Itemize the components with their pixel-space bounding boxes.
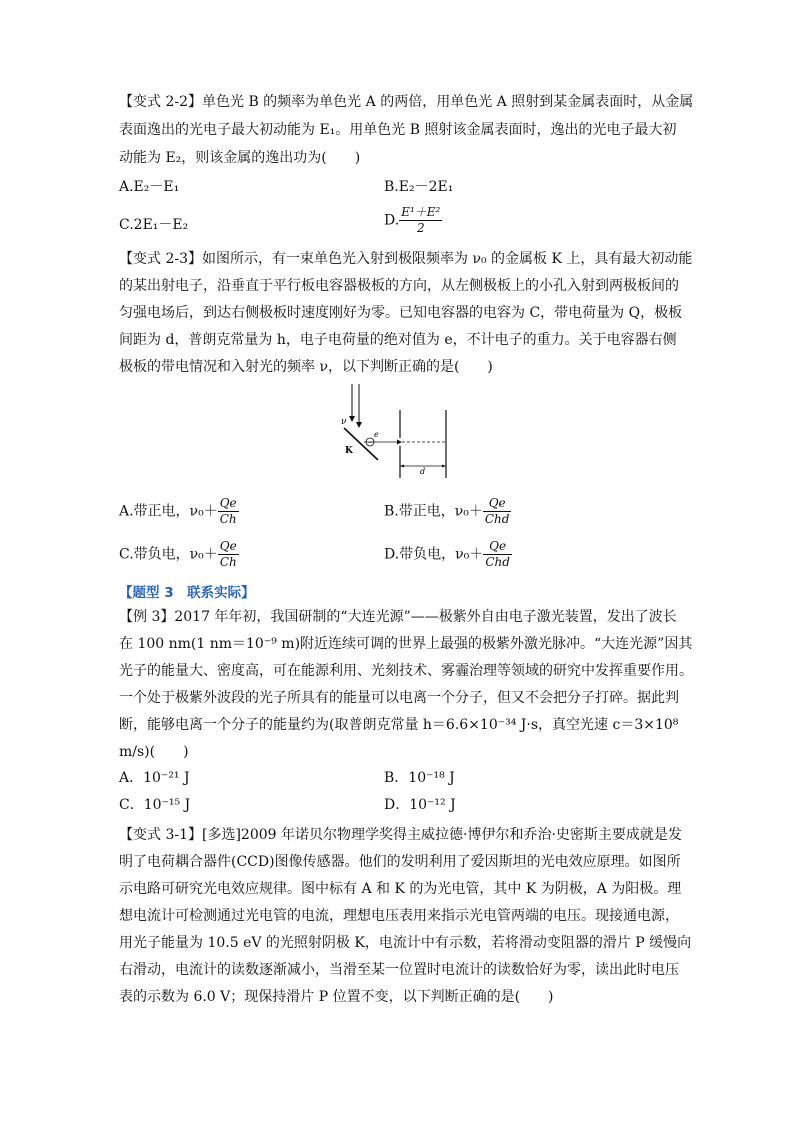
q23-option-c: [119, 539, 239, 570]
q31-line-3: 示电路可研究光电效应规律。图中标有 A 和 K 的为光电管，其中 K 为阴极，A 为阳极。理: [119, 881, 682, 897]
fraction-numerator: Qe: [219, 496, 237, 510]
fraction-denominator: Ch: [219, 555, 237, 569]
ex3-option-d: D．10⁻¹² J: [384, 797, 456, 813]
arrowhead: [400, 465, 404, 468]
capacitor-figure: [336, 382, 458, 478]
minus-sign: −: [367, 438, 374, 447]
q23-option-a: [119, 496, 239, 527]
q31-line-4: 想电流计可检测通过光电管的电流，理想电压表用来指示光电管两端的电压。现接通电源，: [119, 908, 679, 924]
nu-label: ν: [341, 417, 347, 427]
ex3-option-c: C．10⁻¹⁵ J: [119, 797, 191, 813]
q22-option-d: [384, 205, 442, 236]
ex3-line-3: 光子的能量大、密度高，可在能源利用、光刻技术、雾霾治理等领域的研究中发挥重要作用。: [119, 663, 693, 679]
q22-option-d-fraction: [399, 205, 442, 236]
ex3-line-5: 断，能够电离一个分子的能量约为(取普朗克常量 h＝6.6×10⁻³⁴ J·s，真空光速 c＝3×10⁸: [119, 717, 679, 733]
arrowhead: [442, 465, 446, 468]
ex3-line-6: m/s)( ): [119, 744, 189, 760]
fraction-denominator: Chd: [484, 512, 510, 526]
ex3-line-2: 在 100 nm(1 nm＝10⁻⁹ m)附近连续可调的世界上最强的极紫外激光脉冲。“大连光源”因其: [119, 636, 693, 652]
q31-line-6: 右滑动，电流计的读数逐渐减小，当滑至某一位置时电流计的读数恰好为零，读出此时电压: [119, 962, 679, 978]
q23-line-3: 匀强电场后，到达右侧极板时速度刚好为零。已知电容器的电容为 C，带电荷量为 Q，极板: [119, 305, 683, 321]
k-label: K: [345, 446, 353, 456]
ex3-line-1: 【例 3】2017 年年初，我国研制的“大连光源”——极紫外自由电子激光装置，发出了波长: [119, 609, 677, 625]
d-label: d: [420, 467, 426, 476]
option-fraction: [218, 496, 239, 527]
q23-line-5: 极板的带电情况和入射光的频率 ν，以下判断正确的是( ): [119, 359, 493, 375]
ex3-line-4: 一个处于极紫外波段的光子所具有的能量可以电离一个分子，但又不会把分子打碎。据此判: [119, 690, 679, 706]
q23-option-d: [384, 539, 512, 570]
arrowhead: [397, 440, 402, 445]
q22-line-3: 动能为 E₂，则该金属的逸出功为( ): [119, 150, 361, 166]
q31-line-5: 用光子能量为 10.5 eV 的光照射阴极 K，电流计中有示数，若将滑动变阻器的滑片 P 缓慢向: [119, 935, 692, 951]
option-prefix: D.带负电，ν₀＋: [384, 546, 484, 563]
fraction-denominator: Ch: [219, 512, 237, 526]
q23-option-b: [384, 496, 511, 527]
q22-option-c: C.2E₁－E₂: [119, 217, 189, 233]
arrowhead: [356, 422, 362, 428]
q22-option-a: A.E₂－E₁: [119, 179, 180, 195]
fraction-numerator: Qe: [219, 539, 237, 553]
option-prefix: C.带负电，ν₀＋: [119, 546, 218, 563]
ex3-option-b: B．10⁻¹⁸ J: [384, 770, 455, 786]
q31-line-1: 【变式 3-1】[多选]2009 年诺贝尔物理学奖得主威拉德·博伊尔和乔治·史密斯主要成就是发: [119, 827, 682, 843]
q23-line-4: 间距为 d，普朗克常量为 h，电子电荷量的绝对值为 e，不计电子的重力。关于电容器右侧: [119, 332, 677, 348]
fraction-numerator: Qe: [483, 539, 512, 555]
q23-line-2: 的某出射电子，沿垂直于平行板电容器极板的方向，从左侧极板上的小孔入射到两极板间的: [119, 278, 679, 294]
arrowhead: [349, 416, 355, 422]
option-prefix: A.带正电，ν₀＋: [119, 503, 218, 520]
section-heading: 【题型 3 联系实际】: [119, 585, 255, 601]
q22-option-b: B.E₂－2E₁: [384, 179, 454, 195]
fraction-numerator: E¹＋E²: [401, 205, 441, 219]
e-label: e: [374, 430, 379, 439]
option-fraction: [483, 496, 512, 527]
q31-line-2: 明了电荷耦合器件(CCD)图像传感器。他们的发明利用了爱因斯坦的光电效应原理。如图所: [119, 854, 681, 870]
fraction-denominator: 2: [416, 221, 425, 235]
option-fraction: [483, 539, 512, 570]
option-fraction: [218, 539, 239, 570]
fraction-numerator: Qe: [483, 496, 512, 512]
q23-line-1: 【变式 2-3】如图所示，有一束单色光入射到极限频率为 ν₀ 的金属板 K 上，具有最大初动能: [119, 251, 693, 267]
option-prefix: B.带正电，ν₀＋: [384, 503, 483, 520]
q22-line-2: 表面逸出的光电子最大初动能为 E₁。用单色光 B 照射该金属表面时，逸出的光电子最大初: [119, 122, 677, 138]
fraction-denominator: Chd: [485, 555, 510, 569]
q22-option-d-prefix: D.: [384, 212, 400, 229]
q22-line-1: 【变式 2-2】单色光 B 的频率为单色光 A 的两倍，用单色光 A 照射到某金属表面时，从金属: [119, 94, 694, 110]
q31-line-7: 表的示数为 6.0 V；现保持滑片 P 位置不变，以下判断正确的是( ): [119, 989, 554, 1005]
ex3-option-a: A．10⁻²¹ J: [119, 770, 190, 786]
